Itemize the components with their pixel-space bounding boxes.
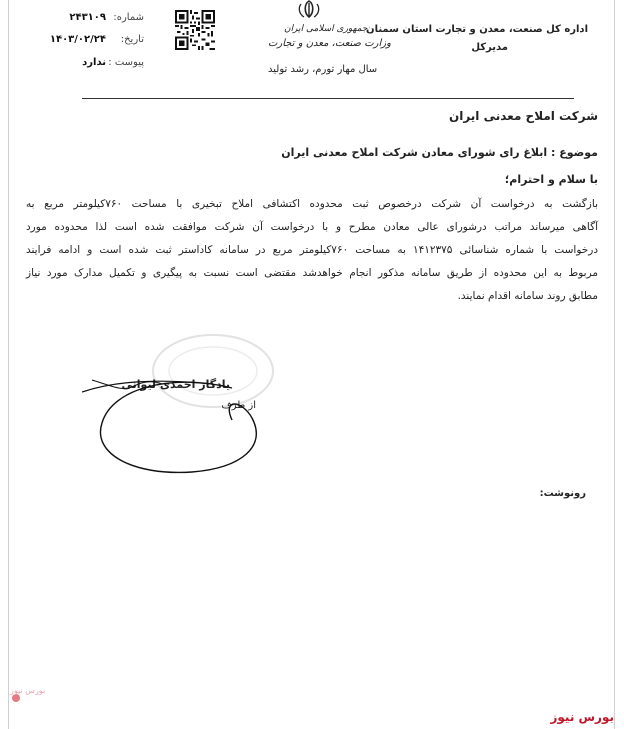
year-slogan: سال مهار تورم، رشد تولید: [268, 64, 378, 75]
letter-number-label: شماره:: [113, 12, 144, 23]
organization-name: اداره کل صنعت، معدن و تجارت استان سمنان: [366, 24, 588, 35]
greeting: با سلام و احترام؛: [504, 173, 598, 186]
scan-edge-left: [8, 0, 9, 729]
ministry-name: وزارت صنعت، معدن و تجارت: [268, 38, 391, 49]
on-behalf-label: از طرف: [221, 400, 256, 411]
organization-title: مدیرکل: [471, 42, 508, 53]
cc-label: رونوشت:: [539, 488, 586, 499]
scan-edge-right: [614, 0, 615, 729]
watermark-text: بورس نیوز: [550, 710, 614, 724]
body-line: مطابق روند سامانه اقدام نمایند.: [457, 290, 598, 302]
handwritten-signature: [82, 368, 292, 480]
watermark-logo-icon: [12, 694, 20, 702]
letter-attachment-label: پیوست :: [108, 57, 144, 68]
recipient: شرکت املاح معدنی ایران: [448, 109, 598, 123]
letter-number-row: [44, 12, 144, 28]
letter-date-row: [44, 34, 144, 50]
country-name: جمهوری اسلامی ایران: [284, 24, 368, 34]
qr-code-icon: [175, 10, 215, 50]
letter-attachment-row: [44, 57, 144, 73]
letter-date-value: ۱۴۰۳/۰۲/۲۴: [49, 34, 106, 45]
body-line: آگاهی میرساند مراتب درشورای عالی معادن مطرح و با درخواست آن شرکت موافقت شده است لذا محدوده مورد: [26, 221, 598, 233]
letter-number-value: ۲۴۳۱۰۹: [69, 12, 106, 23]
body-line: مربوط به این محدوده از طریق سامانه مذکور انجام خواهدشد مقتضی است نسبت به پیگیری و تکمیل مدارک مورد نیاز: [26, 267, 598, 279]
letter-attachment-value: ندارد: [82, 57, 106, 68]
iran-emblem-icon: [296, 0, 322, 18]
watermark-faint: بورس نیوز: [10, 686, 46, 695]
body-line: درخواست با شماره شناسائی ۱۴۱۲۳۷۵ به مساحت ۷۶۰کیلومتر مربع در سامانه کاداستر ثبت شده است و ادامه فرایند: [26, 244, 598, 256]
body-line: بازگشت به درخواست آن شرکت درخصوص ثبت محدوده اکتشافی املاح تبخیری با مساحت ۷۶۰کیلومتر مربع به: [26, 198, 598, 210]
letter-date-label: تاریخ:: [120, 34, 144, 45]
subject-line: موضوع : ابلاغ رای شورای معادن شرکت املاح معدنی ایران: [281, 146, 598, 159]
signatory-name: یادگار احمدی لیوانی: [121, 378, 230, 391]
header-divider: [82, 98, 574, 99]
